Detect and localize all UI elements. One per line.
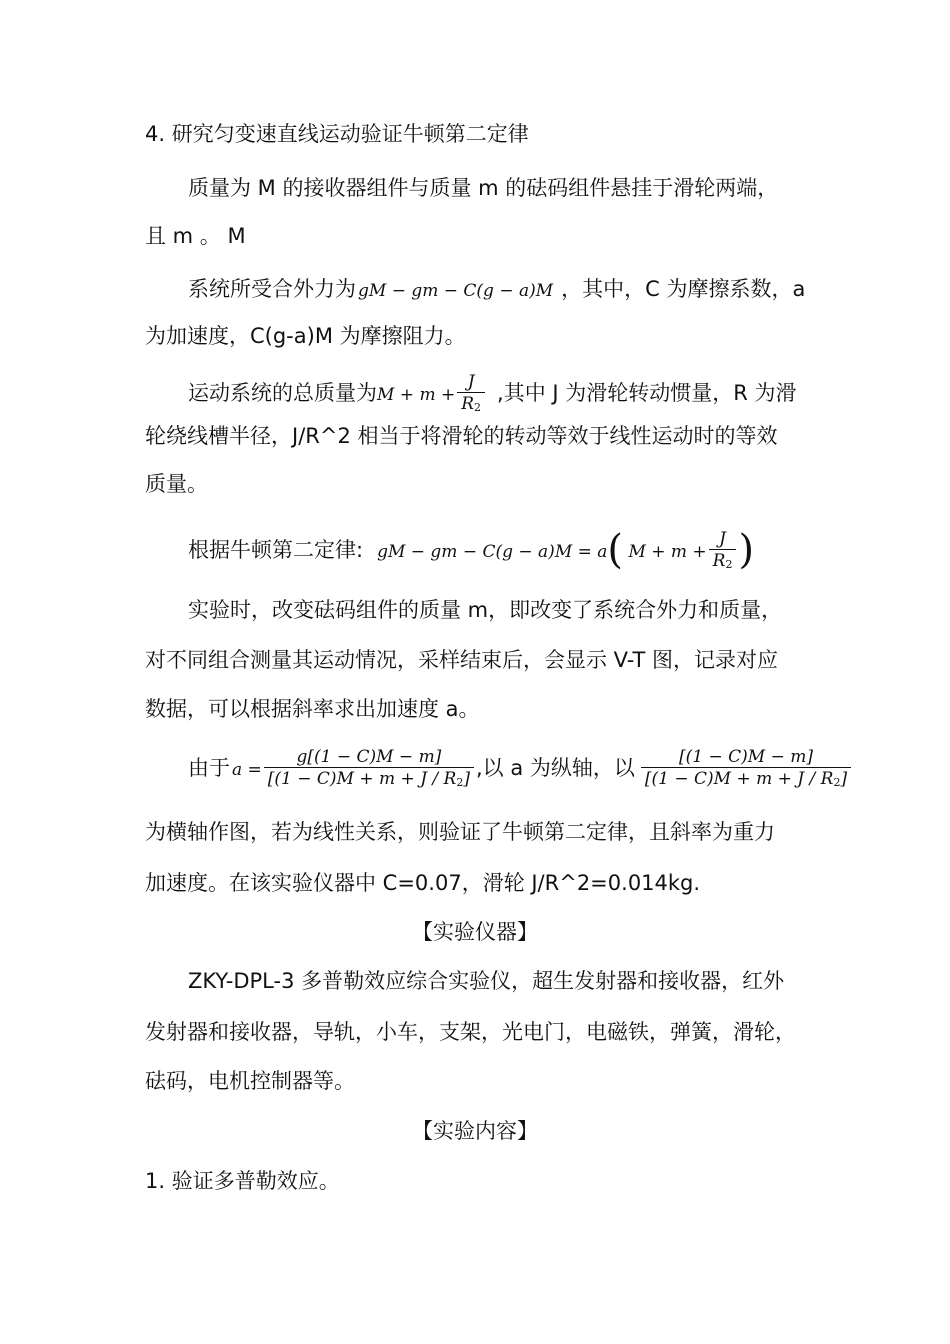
x-axis-denominator-base: [(1 − C)M + m + J / R <box>644 769 834 789</box>
paragraph-total-mass-line-2: 轮绕线槽半径，J/R^2 相当于将滑轮的转动等效于线性运动时的等效 <box>145 424 778 448</box>
x-axis-denominator <box>641 768 851 794</box>
left-paren: ( <box>607 527 624 573</box>
paragraph-experiment-line-2: 对不同组合测量其运动情况，采样结束后，会显示 V-T 图，记录对应 <box>145 648 778 672</box>
content-item-1: 1. 验证多普勒效应。 <box>145 1169 340 1193</box>
newton-equation-inner: M + m + <box>628 542 707 562</box>
fraction-numerator: J <box>467 372 475 392</box>
x-axis-fraction <box>641 747 851 794</box>
j-over-r2-fraction <box>457 372 485 419</box>
newton-prefix: 根据牛顿第二定律: <box>188 538 364 562</box>
paragraph-newton-law <box>188 524 754 578</box>
section-title-content: 【实验内容】 <box>412 1119 538 1143</box>
x-axis-formula <box>639 744 853 796</box>
paragraph-acceleration-line-3: 加速度。在该实验仪器中 C=0.07，滑轮 J/R^2=0.014kg. <box>145 871 701 895</box>
paragraph-mass-line-1: 质量为 M 的接收器组件与质量 m 的砝码组件悬挂于滑轮两端， <box>188 176 779 200</box>
fraction-denominator-exp: 2 <box>474 401 482 414</box>
paragraph-force-line-2: 为加速度，C(g-a)M 为摩擦阻力。 <box>145 324 466 348</box>
acceleration-denominator-close: ] <box>463 769 470 789</box>
newton-fraction-denominator-exp: 2 <box>725 558 733 571</box>
fraction-denominator <box>457 393 485 419</box>
paragraph-experiment-line-3: 数据，可以根据斜率求出加速度 a。 <box>145 697 480 721</box>
acceleration-formula <box>232 744 476 796</box>
instruments-line-1: ZKY-DPL-3 多普勒效应综合实验仪，超生发射器和接收器，红外 <box>188 969 785 993</box>
acceleration-fraction <box>264 747 474 794</box>
x-axis-denominator-close: ] <box>840 769 848 789</box>
newton-fraction-numerator: J <box>719 529 726 549</box>
paragraph-total-mass-line-3: 质量。 <box>145 472 208 496</box>
newton-equation-lhs: gM − gm − C(g − a)M = a <box>377 542 608 562</box>
total-mass-formula <box>377 372 487 419</box>
instruments-line-3: 砝码，电机控制器等。 <box>145 1069 355 1093</box>
newton-equation <box>377 526 754 578</box>
total-mass-suffix: ,其中 J 为滑轮转动惯量，R 为滑 <box>497 381 797 405</box>
fraction-denominator-base: R <box>461 394 475 414</box>
total-mass-lhs: M + m + <box>377 385 456 405</box>
acceleration-denominator <box>264 768 474 794</box>
paragraph-total-mass <box>188 372 797 419</box>
acceleration-denominator-exp: 2 <box>456 776 464 789</box>
section-title-instruments: 【实验仪器】 <box>412 920 538 944</box>
x-axis-numerator: [(1 − C)M − m] <box>679 747 813 767</box>
newton-fraction-denominator-base: R <box>712 551 726 571</box>
instruments-line-2: 发射器和接收器，导轨，小车，支架，光电门，电磁铁，弹簧，滑轮， <box>145 1020 796 1044</box>
paragraph-mass-line-2: 且 m 。 M <box>145 224 246 248</box>
section-heading-4: 4. 研究匀变速直线运动验证牛顿第二定律 <box>145 122 529 146</box>
paragraph-acceleration-line-2: 为横轴作图，若为线性关系，则验证了牛顿第二定律，且斜率为重力 <box>145 820 775 844</box>
force-prefix: 系统所受合外力为 <box>188 277 356 301</box>
x-axis-denominator-exp: 2 <box>833 776 841 789</box>
newton-fraction-denominator <box>709 550 737 576</box>
total-mass-prefix: 运动系统的总质量为 <box>188 381 377 405</box>
paragraph-acceleration <box>188 742 853 796</box>
acceleration-denominator-base: [(1 − C)M + m + J / R <box>267 769 457 789</box>
paragraph-force <box>188 275 805 305</box>
right-paren: ) <box>738 527 755 573</box>
acceleration-numerator: g[(1 − C)M − m] <box>296 747 442 767</box>
paragraph-experiment-line-1: 实验时，改变砝码组件的质量 m，即改变了系统合外力和质量， <box>188 598 783 622</box>
newton-j-over-r2-fraction <box>709 529 737 576</box>
acceleration-middle: ,以 a 为纵轴，以 <box>476 756 635 780</box>
force-suffix: ，其中，C 为摩擦系数，a <box>561 277 806 301</box>
acceleration-prefix: 由于 <box>188 756 230 780</box>
acceleration-lhs: a = <box>232 760 262 780</box>
net-force-formula: gM − gm − C(g − a)M <box>358 281 554 301</box>
